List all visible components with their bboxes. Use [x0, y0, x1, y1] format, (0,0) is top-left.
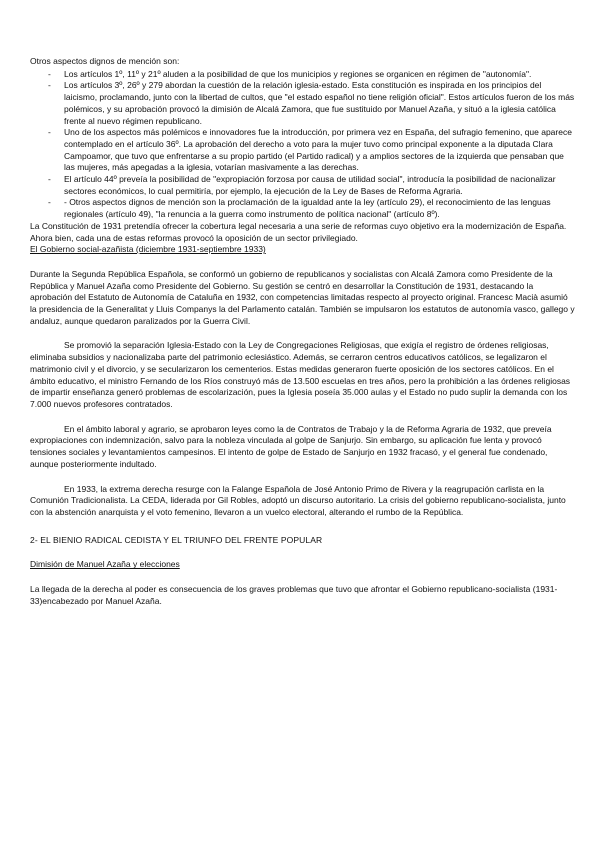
bullet-marker: -	[48, 68, 51, 79]
paragraph: Se promovió la separación Iglesia-Estado con la Ley de Congregaciones Religiosas, que exigía el registro de órdenes religiosas, eliminaba subsidios y nacionalizaba parte del patrimonio eclesiástico. Además, se cerraron centros educativos católicos, se legalizaron el matrimonio civil y el divorcio, y se secularizaron los cementerios. Estas medidas generaron fuerte oposición de los sectores católicos. En el ámbito educativo, el ministro Fernando de los Ríos construyó más de 13.500 escuelas en tres años, pero la prohibición a las órdenes religiosas de impartir enseñanza generó problemas de escolarización, pues la Iglesia poseía 35.000 aulas y el Estado no pudo suplir la demanda con los 7.000 nuevos profesores contratados.	[30, 340, 571, 409]
bullet-marker: -	[48, 80, 51, 91]
section-title: El Gobierno social-azañista (diciembre 1931-septiembre 1933)	[30, 244, 266, 255]
list-item	[30, 197, 575, 220]
bullet-marker: -	[48, 127, 51, 138]
list-item-text: Los artículos 3º, 26º y 279 abordan la cuestión de la relación iglesia-estado. Esta constitución es inspirada en los principios del laicismo, proclamando, junto con la libertad de cultos, que "el estado español no tiene religión oficial". Estos artículos fueron de los más polémicos, y su aprobación provocó la dimisión de Alcalá Zamora, que fue sustituido por Manuel Azaña, y situó a la iglesia católica frente al nuevo régimen republicano.	[64, 80, 575, 126]
list-item-text: Uno de los aspectos más polémicos e innovadores fue la introducción, por primera vez en España, del sufragio femenino, que aparece contemplado en el artículo 36º. La aprobación del derecho a voto para la mujer tuvo como principal exponente a la diputada Clara Campoamor, que tuvo que enfrentarse a su propio partido (el Partido radical) y a amplios sectores de la izquierda que pensaban que las mujeres, más apegadas a la iglesia, votarían masivamente a las derechas.	[64, 127, 572, 173]
paragraph: La llegada de la derecha al poder es consecuencia de los graves problemas que tuvo que afrontar el Gobierno republicano-socialista (1931-33)encabezado por Manuel Azaña.	[30, 584, 558, 606]
paragraph: En 1933, la extrema derecha resurge con la Falange Española de José Antonio Primo de Rivera y la reagrupación carlista en la Comunión Tradicionalista. La CEDA, liderada por Gil Robles, adoptó un discurso autoritario. La crisis del gobierno republicano-socialista, junto con la abstención anarquista y el voto femenino, llevaron a un vuelco electoral, alterando el rumbo de la República.	[30, 483, 566, 517]
bullet-list	[30, 69, 575, 221]
section-subtitle: Dimisión de Manuel Azaña y elecciones	[30, 559, 180, 570]
list-item-text: El artículo 44º preveía la posibilidad de "expropiación forzosa por causa de utilidad social", introducía la posibilidad de nacionalizar sectores económicos, lo cual permitiría, por ejemplo, la ejecución de la Ley de Bases de Reforma Agraria.	[64, 174, 556, 196]
list-item-text: - Otros aspectos dignos de mención son la proclamación de la igualdad ante la ley (artículo 29), el reconocimiento de las lenguas regionales (artículo 49), "la renuncia a la guerra como instrumento de política nacional" (artículo 8º).	[64, 197, 551, 220]
paragraph: En el ámbito laboral y agrario, se aprobaron leyes como la de Contratos de Trabajo y la de Reforma Agraria de 1932, que preveía expropiaciones con indemnización, salvo para la nobleza vinculada al golpe de Sanjurjo. Sin embargo, su aplicación fue lenta y provocó tensiones sociales y levantamientos campesinos. El intento de golpe de Estado de Sanjurjo en 1932 fracasó, y el general fue condenado, aunque posteriormente indultado.	[30, 423, 552, 469]
list-item	[30, 174, 575, 197]
section-heading: 2- EL BIENIO RADICAL CEDISTA Y EL TRIUNFO DEL FRENTE POPULAR	[30, 534, 323, 545]
list-item	[30, 127, 575, 174]
paragraph: Durante la Segunda República Española, se conformó un gobierno de republicanos y socialistas con Alcalá Zamora como Presidente de la República y Manuel Azaña como Presidente del Gobierno. Su gestión se centró en desarrollar la Constitución de 1931, destacando la aprobación del Estatuto de Autonomía de Cataluña en 1932, con competencias limitadas respecto al proyecto original. Francesc Macià asumió la presidencia de la Generalitat y Lluis Companys la del Parlamento catalán. También se impulsaron los estatutos de autonomía vasco, gallego y andaluz, aunque quedaron paralizados por la Guerra Civil.	[30, 268, 575, 326]
list-item	[30, 80, 575, 127]
bullet-marker: -	[48, 174, 51, 185]
document-page	[30, 56, 575, 607]
list-item-text: Los artículos 1º, 11º y 21º aluden a la posibilidad de que los municipios y regiones se organicen en régimen de "autonomía".	[64, 68, 532, 79]
intro-text: Otros aspectos dignos de mención son:	[30, 56, 180, 66]
list-item	[30, 69, 575, 81]
bullet-marker: -	[48, 197, 51, 208]
constitution-summary: La Constitución de 1931 pretendía ofrecer la cobertura legal necesaria a una serie de reformas cuyo objetivo era la modernización de España. Ahora bien, cada una de estas reformas provocó la oposición de un sector privilegiado.	[30, 220, 567, 243]
